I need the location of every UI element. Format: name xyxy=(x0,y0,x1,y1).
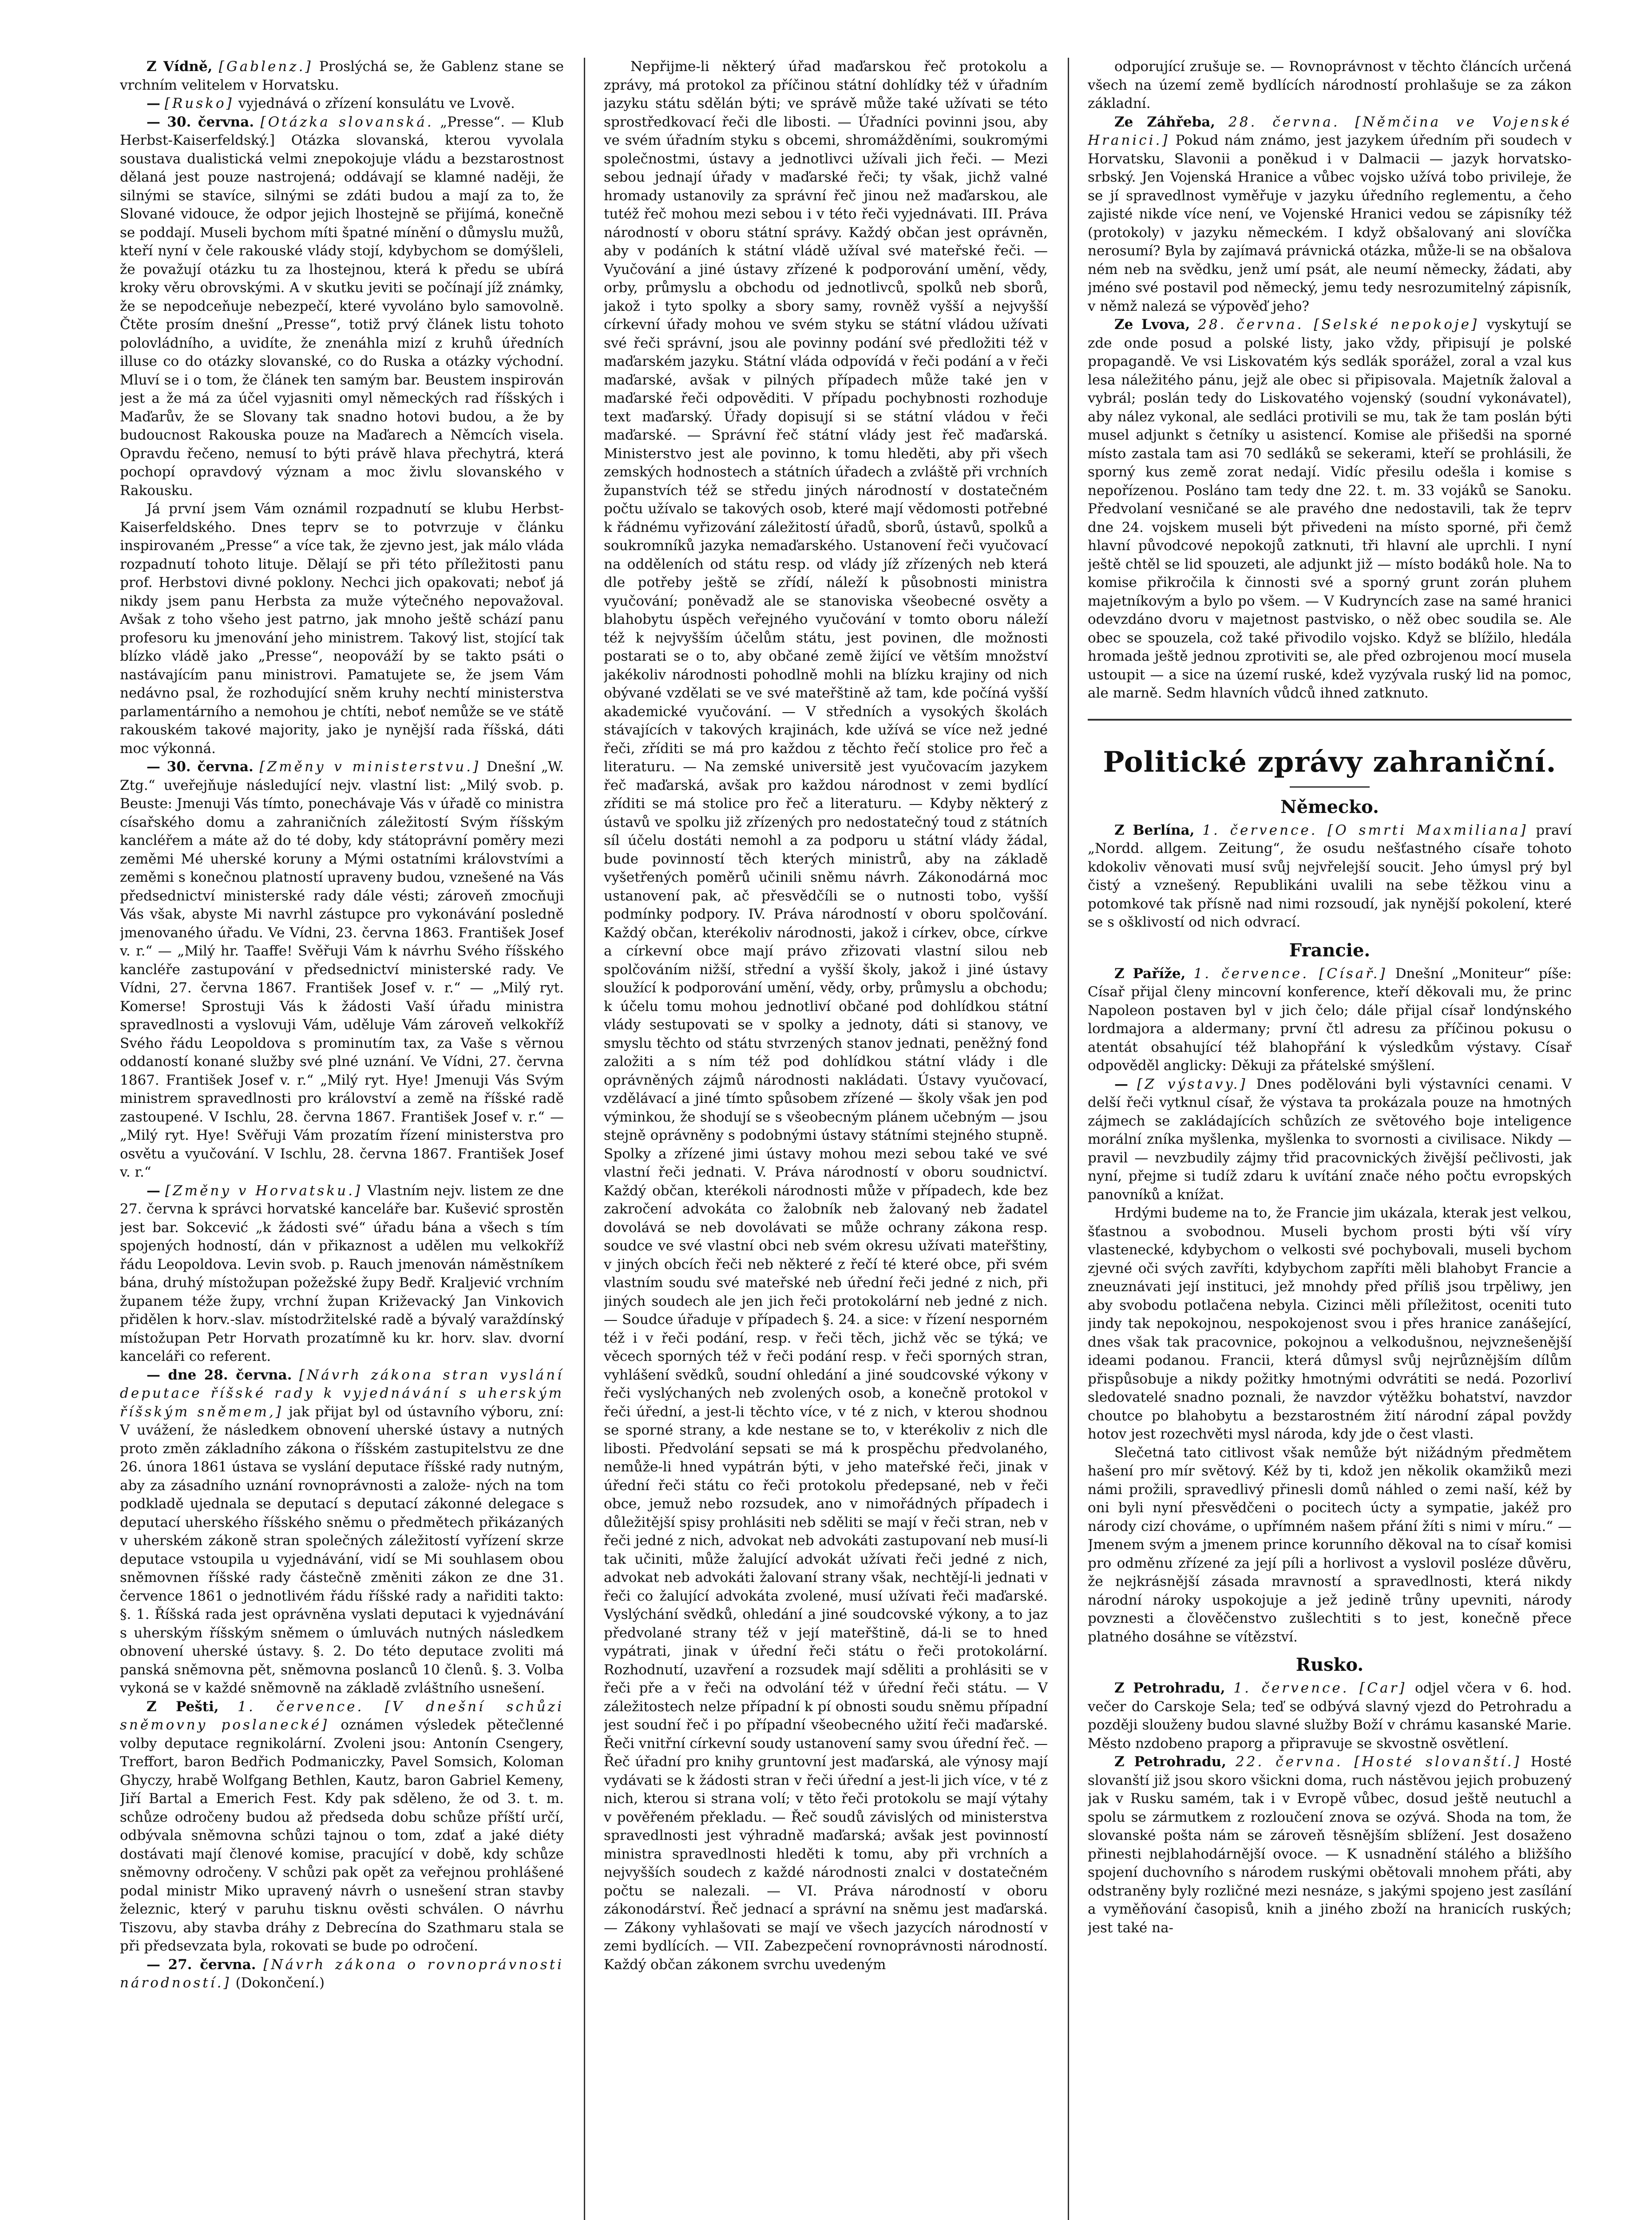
article-dateline: — xyxy=(147,95,160,111)
article-dateline: — 30. června. xyxy=(147,114,254,130)
article-dateline: Z Berlína, xyxy=(1114,822,1195,838)
column-divider xyxy=(584,58,585,2220)
column-2 xyxy=(604,58,1048,2220)
article-text: Slečetná tato citlivost však nemůže být nižádným předmětem hašení pro mír světový. Kéž by ti, kdož jen několik okamžiků mezi námi prožili, spravedlivý přinesli domů náhled o zemi naší, kéž by oni byli nyní přesvědčeni o pocitech úcty a sympatie, jakéž pro národy cizí chováme, o upřímném našem přání žíti s nimi v míru.“ — Jmenem svým a jmenem prince korunního děkoval na to císař komisi pro odměnu zřízené za její píli a horlivost a vyslovil posléze důvěru, že nejkrásnější zásada mravností a spravedlnosti, která nikdy národní nároky uspokojuje a jež jedině trůny upevniti, národy povznesti a člověčenstvo zušlechtiti s to jest, konečně přece platného dosáhne se vítězství. xyxy=(1088,1444,1572,1645)
article-text: Dnešní „W. Ztg.“ uveřejňuje následující nejv. vlastní list: „Milý svob. p. Beuste: Jmenuji Vás tímto, ponechávaje Vás v úřadě co ministra císařského domu a zahraničních záležitostí Svým říšským kancléřem a máte až do té doby, kdy státoprávní poměry mezi zeměmi Mé uherské koruny a Mými ostatními královstvími a zeměmi s konečnou platností upraveny budou, vznešené na Vás předsednictví ministerské rady dále vésti; zároveň zmocňuji Vás však, abyste Mi navrhl zástupce pro vykonávání posledně jmenovaného úřadu. Ve Vídni, 23. června 1863. František Josef v. r.“ — „Milý hr. Taaffe! Svěřuji Vám k návrhu Svého říšského kancléře zastupování v předsednictví ministerské rady. Ve Vídni, 27. června 1867. František Josef v. r.“ — „Milý ryt. Komerse! Sprostuji Vás k žádosti Vaší úřadu ministra spravedlnosti a vyslovuji Vám, uděluje Vám zároveň velkokříž Svého řádu Leopoldova s prominutím tax, za Vaše s věrnou oddaností konané služby své plné uznání. Ve Vídni, 27. června 1867. František Josef v. r.“ „Milý ryt. Hye! Jmenuji Vás Svým ministrem spravedlnosti pro království a země na říšské radě zastoupené. V Ischlu, 28. června 1867. František Josef v. r.“ — „Milý ryt. Hye! Svěřuji Vám prozatím řízení ministerstva pro osvětu a vyučování. V Ischlu, 28. června 1867. František Josef v. r.“ xyxy=(120,759,564,1180)
title-underline xyxy=(1290,786,1370,788)
article-paragraph xyxy=(120,1182,564,1366)
column-1 xyxy=(120,58,564,2220)
article-dateline: — dne 28. června. xyxy=(147,1367,292,1383)
article-paragraph xyxy=(120,1366,564,1698)
article-dateline: Z Petrohradu, xyxy=(1114,1754,1227,1770)
article-paragraph xyxy=(1088,316,1572,703)
article-text: Vlastním nejv. listem ze dne 27. června k správci horvatské kanceláře bar. Kušević sprostěn jest bar. Sokcević „k žádosti své“ úřadu bána a všech s tím spojených hodností, dán v přikaznost a udělen mu velkokříž řádu Leopoldova. Levin svob. p. Rauch jmenován náměstníkem bána, druhý místožupan požežské župy Bedř. Kraljević vrchním županem téže župy, vrchní župan Križevacký Jan Vinkovich přidělen k horv.-slav. místodržitelské radě a bývalý varaždínský místožupan Petr Horvath prozatímně ku kr. horv. slav. dvorní kanceláři co referent. xyxy=(120,1182,564,1364)
article-paragraph xyxy=(1088,1444,1572,1647)
column-3 xyxy=(1088,58,1572,2220)
domestic-news-continuation xyxy=(1088,58,1572,703)
article-text: Nepřijme-li některý úřad maďarskou řeč protokolu a zprávy, má protokol za příčinou státní dohlídky též v úřadním jazyku státu sdělán býti; ve správě může také užívati se této sprostředkovací řeči dle libosti. — Úřadníci povinni jsou, aby ve svém úřadním styku s obcemi, shromážděními, soukromými společnostmi, ústavy a jednotlivci užívali jich řeči. — Mezi sebou jednají úřady v maďarské řeči; ty však, jichž valné hromady ustanovily za správní řeč jinou než maďarskou, ale tutéž řeč mohou mezi sebou i v této řeči vyjednávati. III. Práva národností v oboru státní správy. Každý občan jest oprávněn, aby v podáních k státní vládě užíval své mateřské řeči. — Vyučování a jiné ústavy zřízené k podporování umění, vědy, orby, průmyslu a obchodu od jednotlivců, spolků neb sborů, jakož i tyto spolky a sbory samy, rovněž vyšší a nejvyšší církevní úřady mohou ve svém styku se státní vládou užívati své řeči správní, jsou ale povinny podání své předložiti též v maďarském jazyku. Státní vláda odpovídá v řeči podání a v řeči maďarské, avšak v pilných případech může také jen v maďarské řeči odpověditi. V případu pochybnosti rozhoduje text maďarský. Úřady dopisují si se státní vládou v řeči maďarské. — Správní řeč státní vlády jest řeč maďarská. Ministerstvo jest ale povinno, k tomu hleděti, aby při všech zemských hodnostech a státních úřadech a zvláště při vrchních županstvích též se středu jiných národností v dostatečném počtu užívalo se takových osob, které mají vědomosti potřebné k řádnému vyřizování záležitostí úřadů, sborů, ústavů, spolků a soukromníků jazyka nemaďarského. Ustanovení řeči vyučovací na odděleních od státu resp. od vlády jíž zřízených neb která dle potřeby ještě se zřídí, náleží k působnosti ministra vyučování; poněvadž ale se stanoviska všeobecné osvěty a blahobytu úspěch veřejného vyučování v tomto oboru náleží též k nejvyšším účelům státu, jest povinen, dle možnosti postarati se o to, aby občané země žijící ve větším množství jakékoliv národnosti pohodlně mohli na blízku krajiny od nich obývané vzdělati se ve své mateřštině až tam, kde počíná vyšší akademické vyučování. — V středních a vysokých školách stávajících v takových krajinách, kde užívá se více než jedné řeči, zříditi se má pro každou z těchto řečí stolice pro řeč a literaturu. — Na zemské universitě jest vyučovacím jazykem řeč maďarská, avšak pro každou národnost v zemi bydlící zříditi se má stolice pro řeč a literaturu. — Kdyby některý z ústavů ve spolku již zřízených pro nedostatečný toud z státních síl účelu dostáti nemohl a za podporu u státní vlády žádal, bude povinností těch kterých ministrů, aby na základě vyšetřených poměrů učinili sněmu návrh. Zákonodárná moc ustanovení pak, ač přesvědčíli se o nutnosti tobo, vyšší podmínky podpory. IV. Práva národností v oboru spolčování. Každý občan, kterékoliv národnosti, jakož i církev, obce, církve a církevní obce mají právo zřizovati vlastní silou neb spolčováním nižší, střední a vyšší školy, jakož i jiné ústavy sloužící k podporování umění, vědy, orby, průmyslu a obchodu; k účelu tomu mohou jednotliví občané pod dohlídkou státní vlády sestupovati se v spolky a jednoty, dáti si stanovy, ve smyslu těchto od státu stvrzených stanov jednati, peněžný fond založiti a s ním též pod dohlídkou státní vlády i dle oprávněných zájmů národnosti nakládati. Ústavy vyučovací, vzdělávací a jiné tímto spůsobem zřízené — školy však jen pod výminkou, že shodují se s všeobecným plánem učebným — jsou stejně oprávněny s podobnými ústavy státními stejného stupně. Spolky a zřízené jimi ústavy mohou mezi sebou také ve své vlastní řeči jednati. V. Práva národností v oboru soudnictví. Každý občan, kterékoli národnosti může v případech, kde bez zakročení advokáta co žalobník neb žalovaný neb žadatel dovolává se neb dovolávati se může ochrany zákona resp. soudce ve své vlastní obci neb svém okresu užívati mateřštiny, v jiných obcích řeči neb některé z řečí té které obce, při svém vlastním soudu své mateřské neb úřední řeči jedné z nich, při jiných soudech ale jen jich řeči protokolární neb jedné z nich. — Soudce úřaduje v případech §. 24. a sice: v řízení nesporném též i v řeči podání, resp. v řeči těch, jichž věc se týká; ve věcech sporných též v řeči podání resp. v řeči sporných stran, vyhlášení svědků, soudní ohledání a jiné soudcovské výkony v řeči vyslýchaných neb zvolených osob, a konečně protokol v řeči úřední, a jest-li těchto více, v té z nich, v kterou shodnou se sporné strany, a kde nestane se to, v kterékoliv z nich dle libosti. Předvolání sepsati se má k prospěchu předvolaného, nemůže-li hned vypátrán býti, v jeho mateřské řeči, jinak v úřední řeči státu co řeči protokolu předepsané, neb v řeči obce, jemuž nebo rozsudek, ano v nimořádných případech i důležitější spisy prohlásiti neb sděliti se mají v řeči stran, neb v řeči jedné z nich, advokat neb advokáti zastupovaní neb musí-li tak učiniti, může žalující advokát užívati řeči jedné z nich, advokat neb advokáti žalovaní strany však, nechtějí-li jednati v řeči co žalující advokáta zvolené, musí užívati řeči maďarské. Vyslýchání svědků, ohledání a jiné soudcovské výkony, a to jaz předvolané strany též v její mateřštině, dá-li se to hned vypátrati, jinak v úřední řeči státu o řeči protokolární. Rozhodnutí, uzavření a rozsudek mají sděliti a prohlásiti se v řeči pře a v řeči na odvolání též v úřední řeči státu. — V záležitostech nelze případní k pí obnosti soudu sněmu případní jest soudní řeč i po případní všeobecného užití řeči maďarské. Řeči vnitřní církevní soudy ustanovení samy svou úřední řeč. — Řeč úřadní pro knihy gruntovní jest maďarská, ale výnosy mají vydávati se k žádosti stran v řeči úřední a jest-li jich více, v té z nich, kterou si strana volí; v těto řeči protokolu se mají výtahy v pověřeném překladu. — Řeč soudů závislých od ministerstva spravedlnosti jest výhradně maďarská; avšak jest povinností ministra spravedlnosti hleděti k tomu, aby při vrchních a nejvyšších soudech z každé národnosti znalci v dostatečném počtu se nalezali. — VI. Práva národností v oboru zákonodárství. Řeč jednací a správní na sněmu jest maďarská. — Zákony vyhlašovati se mají ve všech jazycích národností v zemi bydlících. — VII. Zabezpečení rovnoprávnosti národností. Každý občan zákonem svrchu uvedeným xyxy=(604,59,1048,1973)
article-topic: [Rusko] xyxy=(164,95,234,111)
section-title: Politické zprávy zahraniční. xyxy=(1103,745,1557,779)
article-text: Pokud nám známo, jest jazykem úředním při soudech v Horvatsku, Slavonii a poněkud i v Dalmacii — jazyk horvatsko-srbský. Jen Vojenská Hranice a vůbec vojsko užívá tobo privileje, že se jí spravedlnost vyměřuje v jazyku úředního reglementu, a čeho zajisté nikde více není, ve Vojenské Hranici vedou se zápisníky též (protokoly) v jazyku německém. I když obšalovaný ani slovíčka nerosumí? Byla by zajímavá právnická otázka, může-li se na obšalova ném neb na svědku, jenž umí psát, ale neumí německy, žádati, aby jméno své postavil pod německý, jemu tedy nesrozumitelný zápisník, v němž nalezá se výpověď jeho? xyxy=(1088,132,1572,314)
article-text: oznámen výsledek pětečlenné volby deputace regnikolární. Zvoleni jsou: Antonín Csengery, Treffort, baron Bedřich Podmaniczky, Pavel Somsich, Koloman Ghyczy, hrabě Wolfgang Bethlen, Kautz, baron Gabriel Kemeny, Jiří Bartal a Emerich Fest. Kdy pak sděleno, že od 3. t. m. schůze odročeny budou až předseda dobu schůze příští určí, odbývala sněmovna schůzi tajnou o tom, zdať a jaké diéty dostávati mají členové komise, pracující v době, kdy schůze sněmovny odročeny. V schůzi pak opět za veřejnou prohlášené podal ministr Miko upravený návrh o usnešení stran stavby železnic, který v paruhu tisknu ověsti schválen. O návrhu Tiszovu, aby stavba dráhy z Debrecína do Szathmaru stala se při předsevzata byla, rokovati se bude po odročení. xyxy=(120,1717,564,1954)
article-paragraph xyxy=(1088,113,1572,316)
article-paragraph xyxy=(120,1698,564,1956)
article-topic: 1. července. [V dnešní schůzi sněmovny poslanecké] xyxy=(120,1698,564,1733)
country-heading: Německo. xyxy=(1280,796,1379,817)
article-text: (Dokončení.) xyxy=(235,1975,325,1991)
country-heading: Rusko. xyxy=(1295,1654,1364,1675)
article-topic: 1. července. [Car] xyxy=(1233,1680,1407,1696)
article-text: odporující zrušuje se. — Rovnoprávnost v těchto článcích určená všech na území země bydlících národností prohlašuje se za zákon základní. xyxy=(1088,59,1572,111)
foreign-news xyxy=(1088,796,1572,1938)
article-text: odjel včera v 6. hod. večer do Carskoje Sela; teď se odbývá slavný vjezd do Petrohradu a později slouženy budou slavné služby Boží v chrámu kasanské Marie. Město nzdobeno praporg a připravuje se skvostně osvětlení. xyxy=(1088,1680,1572,1752)
newspaper-page xyxy=(120,58,1572,2220)
article-topic: [Gablenz.] xyxy=(218,59,313,75)
article-paragraph xyxy=(1088,821,1572,932)
article-paragraph xyxy=(120,500,564,758)
article-text: Hrdými budeme na to, že Francie jim ukázala, kterak jest velkou, šťastnou a svobodnou. Museli bychom prosti býti vší víry vlastenecké, kdybychom o velkosti své pochybovali, museli bychom zjevné oči svých zavříti, kdybychom zapříti měli blahobyt Francie a zneuznávati její instituci, jež mnohdy před příliš jsou trpěliwy, jen aby svobodu potlačena nebyla. Cizinci měli příležitost, oceniti tuto jindy tak nepokojnou, nespokojenost svou i přes hranice zanášející, dnes však tak pracovnice, pokojnou a velkodušnou, nejvznešenější ideami podanou. Francii, která důmysl svůj nejrůznějším dílům přispůsobuje a nikdy požitky hmotnými odvrátiti se nedá. Pozorliví sledovatelé snadno poznali, že navzdor výtěžku bohatství, navzdor choutce po blahobytu a bezstarostném žití národní zápal povždy hotov jest rozechvěti mysl národa, kdy jde o čest vlasti. xyxy=(1088,1205,1572,1442)
article-paragraph xyxy=(120,758,564,1182)
article-topic: [Změny v ministerstvu.] xyxy=(259,759,481,775)
article-paragraph xyxy=(604,58,1048,1974)
article-topic: [Z výstavy.] xyxy=(1137,1076,1248,1092)
article-text: vyskytují se zde onde posud a polské listy, jako vždy, připisují je polské propagandě. Ve vsi Liskovatém kýs sedlák sporážel, zoral a vzal kus lesa náležitého pánu, jejž ale obec si připisovala. Majetník žaloval a vybrál; poslán tedy do Liskovatého vojenský (soudní vykonávatel), aby nález vykonal, ale sedláci protivili se mu, tak že tam poslán býti musel adjunkt s četníky u asistencí. Komise ale přišedši na sporné místo zastala tam asi 70 sedláků se sekerami, kteří se prohlásili, že sporný kus země zorat nedají. Vidíc přesilu odešla i komise s nepořízenou. Posláno tam tedy dne 22. t. m. 33 vojáků se Sanoku. Předvolaní vesničané se ale pravého dne nedostavili, tak že teprv dne 24. vojskem museli být přivedeni na místo sporné, při čemž hlavní původcové nepokojů zatknuti, tři hlavní ale uprchli. I nyní ještě chtěl se lid spouzeti, ale adjunkt již — místo bodáků hole. Na to komise přikročila k činnosti své a sporný grunt zorán pluhem majetníkovým a bylo po všem. — V Kudryncích zase na samé hranici odevzdáno dvoru v majetnost pastvisko, o něž obec soudila se. Ale obec se spouzela, což také přivodilo vojsko. Když se blížilo, hledála hromada ještě jednou zprotiviti se, ale před ozbrojenou mocí musela ustoupit — a sice na území ruské, kdež vyzývala ruský lid na pomoc, ale marně. Sedm hlavních vůdců ihned zatknuto. xyxy=(1088,317,1572,701)
article-topic: 28. června. [Selské nepokoje] xyxy=(1198,317,1479,333)
article-text: Dnes podělováni byli výstavníci cenami. V delší řeči vytknul císař, že výstava ta prokázala pouze na hmotných zájmech se zakládajících schůzích ze světového boje inteligence morální zníka myšlenka, myšlenka to svornosti a civilisace. Nikdy — pravil — nevzbudily zájmy třid pracovnických živější pečlivosti, jak nyní, přejme si tudíž zdaru k uvítání znače ného počtu evropských panovníků a knížat. xyxy=(1088,1076,1572,1203)
article-dateline: Z Paříže, xyxy=(1114,965,1186,982)
article-text: Dnešní „Moniteur“ píše: Císař přijal členy mincovní konference, kteří děkovali mu, že princ Napoleon postaven byl v jich čelo; dále přijal císař londýnského lordmajora a aldermany; první čtl adresu za příčinou pokusu o atentát obsahující též blahopřání k výsledkům výstavy. Císař odpověděl anglicky: Děkuji za přátelské smýšlení. xyxy=(1088,965,1572,1074)
article-dateline: Z Petrohradu, xyxy=(1114,1680,1225,1696)
article-paragraph xyxy=(1088,58,1572,113)
article-text: „Presse“. — Klub Herbst-Kaiserfeldský.] Otázka slovanská, kterou vyvolala soustava dualistická velmi znepokojuje vládu a bezstarostnost dělaná jest pouze nastrojená; oddávají se klamné naději, že silnými se stavíce, silnými se zdáti budou a mají za to, že Slované vidouce, že odpor jejich lhostejně se přijímá, konečně se poddají. Museli bychom míti špatné mínění o důmyslu mužů, kteří nyní v čele rakouské vlády stojí, kdybychom se domýšleli, že považují otázku tu za lhostejnou, která k předu se ubírá kroky věru obrovskými. A v skutku jeviti se počínají jíž známky, že se nepodceňuje nebezpečí, které vyvoláno bylo samovolně. Čtěte prosím dnešní „Presse“, totiž prvý článek listu tohoto polovládního, a uvidíte, že znenáhla mizí z kruhů úředních illuse co do otázky slovanské, co do Ruska a otázky východní. Mluví se i o tom, že článek ten samým bar. Beustem inspirován jest a že má za účel vyjasniti omyl německých rad říšských i Maďarův, že se Slovany tak snadno hotovi budou, a že by budoucnost Rakouska pouze na Maďarech a Němcích visela. Opravdu řečeno, nemusí to býti právě hlava přechytrá, která pochopí opravdový význam a moc živlu slovanského v Rakousku. xyxy=(120,114,564,499)
article-paragraph xyxy=(1088,1679,1572,1753)
article-text: Hosté slovanští již jsou skoro všickni doma, ruch nástěvou jejich probuzený jak v Rusku samém, tak i v Evropě vůbec, dosud ještě neutuchl a spolu se zármutkem z rozloučení znova se ozývá. Shoda na tom, že slovanské pošta nám se zároveň těsnějším sblížení. Jest dosaženo přinesti nejblahodárnější ovoce. — K usnadnění stálého a bližšího spojení duchovního s národem ruskými obětovali mnohem přáti, aby odstraněny byly rozličné mezi nesnáze, s jakými spojeno jest zasílání a vyměňování časopisů, knih a jiného zboží na hranicích ruských; jest také na- xyxy=(1088,1754,1572,1936)
article-topic: 1. července. [O smrti Maxmiliana] xyxy=(1202,822,1528,838)
article-paragraph xyxy=(120,1956,564,1993)
article-paragraph xyxy=(1088,1204,1572,1444)
article-paragraph xyxy=(120,113,564,500)
article-text: jak přijat byl od ústavního výboru, zní: V uvážení, že následkem obnovení uherské ústavy a nutných proto změn základního zákona o říšském zastupitelstvu ze dne 26. února 1861 ústava se vyslání deputace říšské rady nutným, aby za zásadního uznání rovnoprávnosti a založe- ných na tom podkladě ujednala se deputací s deputací zákonné delegace s deputací uherského říšského sněmu o předmětech přikázaných v uherském zákoně stran společných záležitostí vyřízení skrze deputace vstoupila u vyjednávání, vidí se Mi souhlasem obou sněmovnen říšské rady částečně změniti zákon ze dne 31. července 1861 o jednotlivém řádu říšské rady a nařiditi takto: §. 1. Říšská rada jest oprávněna vyslati deputaci k vyjednávání s uherským říšským sněmem o úmluvách nutných následkem obnovení uherské ústavy. §. 2. Do této deputace zvoliti má panská sněmovna pět, sněmovna poslanců 10 členů. §. 3. Volba vykoná se v každé sněmovně na základě zvláštního usnešení. xyxy=(120,1403,564,1696)
article-topic: 22. června. [Hosté slovanští.] xyxy=(1235,1754,1521,1770)
article-dateline: Ze Lvova, xyxy=(1114,317,1190,333)
article-text: vyjednává o zřízení konsulátu ve Lvově. xyxy=(238,95,515,111)
article-topic: 1. července. [Císař.] xyxy=(1193,965,1387,982)
article-text: praví „Nordd. allgem. Zeitung“, že osudu nešťastného císaře tohoto kdokoliv věnovati musí svůj nejvřelejší soucit. Jeho úmysl prý byl čistý a vznešený. Republikáni uvalili na sebe těžkou vinu a potomkové tak přísně nad nimi rozsoudí, jak nynější pokolení, které se s ošklivostí od nich odvrací. xyxy=(1088,822,1572,930)
section-divider xyxy=(1088,719,1572,721)
article-topic: [Změny v Horvatsku.] xyxy=(165,1182,363,1199)
article-paragraph xyxy=(1088,965,1572,1075)
article-dateline: — xyxy=(1114,1076,1128,1092)
article-dateline: — 27. června. xyxy=(147,1956,256,1973)
article-dateline: — xyxy=(147,1182,160,1199)
article-text: Já první jsem Vám oznámil rozpadnutí se klubu Herbst-Kaiserfeldského. Dnes teprv se to potvrzuje v článku inspirovaném „Presse“ a více tak, že zjevno jest, jak málo vláda rozpadnutí tohoto lituje. Dělají se při této příležitosti panu prof. Herbstovi divné poklony. Nechci jich opakovati; neboť já nikdy jsem panu Herbsta za muže výtečného nepovažoval. Avšak z toho všeho jest patrno, jak mnoho ještě schází panu profesoru ku jmenování jeho ministrem. Takový list, stojící tak blízko vládě jako „Presse“, neopováží by se takto psáti o nastávajícím panu ministrovi. Pamatujete se, že jsem Vám nedávno psal, že rozhodující sněm kruhy nechtí ministerstva parlamentárního a nemohou je chtíti, neboť nemůže se ve státě rakouském takové majority, jako je nynější rada říšská, dáti moc výkonná. xyxy=(120,501,564,757)
article-dateline: Z Vídně, xyxy=(147,59,213,75)
article-dateline: Ze Záhřeba, xyxy=(1114,114,1216,130)
country-heading: Francie. xyxy=(1289,940,1371,961)
article-paragraph xyxy=(1088,1075,1572,1205)
article-topic: [Návrh zákona stran vyslání deputace říšské rady k vyjednávání s uherským říšským sněmem,] xyxy=(120,1367,564,1420)
article-topic: 28. června. [Němčina ve Vojenské Hranici.] xyxy=(1088,114,1572,148)
article-paragraph xyxy=(120,58,564,95)
article-paragraph xyxy=(120,95,564,113)
article-topic: [Návrh zákona o rovnoprávnosti národností.] xyxy=(120,1956,564,1991)
article-text: Proslýchá se, že Gablenz stane se vrchním velitelem v Horvatsku. xyxy=(120,59,564,93)
article-topic: [Otázka slovanská. xyxy=(260,114,434,130)
column-divider xyxy=(1068,58,1069,2220)
article-dateline: Z Pešti, xyxy=(147,1698,219,1715)
article-dateline: — 30. června. xyxy=(147,759,254,775)
article-paragraph xyxy=(1088,1753,1572,1937)
